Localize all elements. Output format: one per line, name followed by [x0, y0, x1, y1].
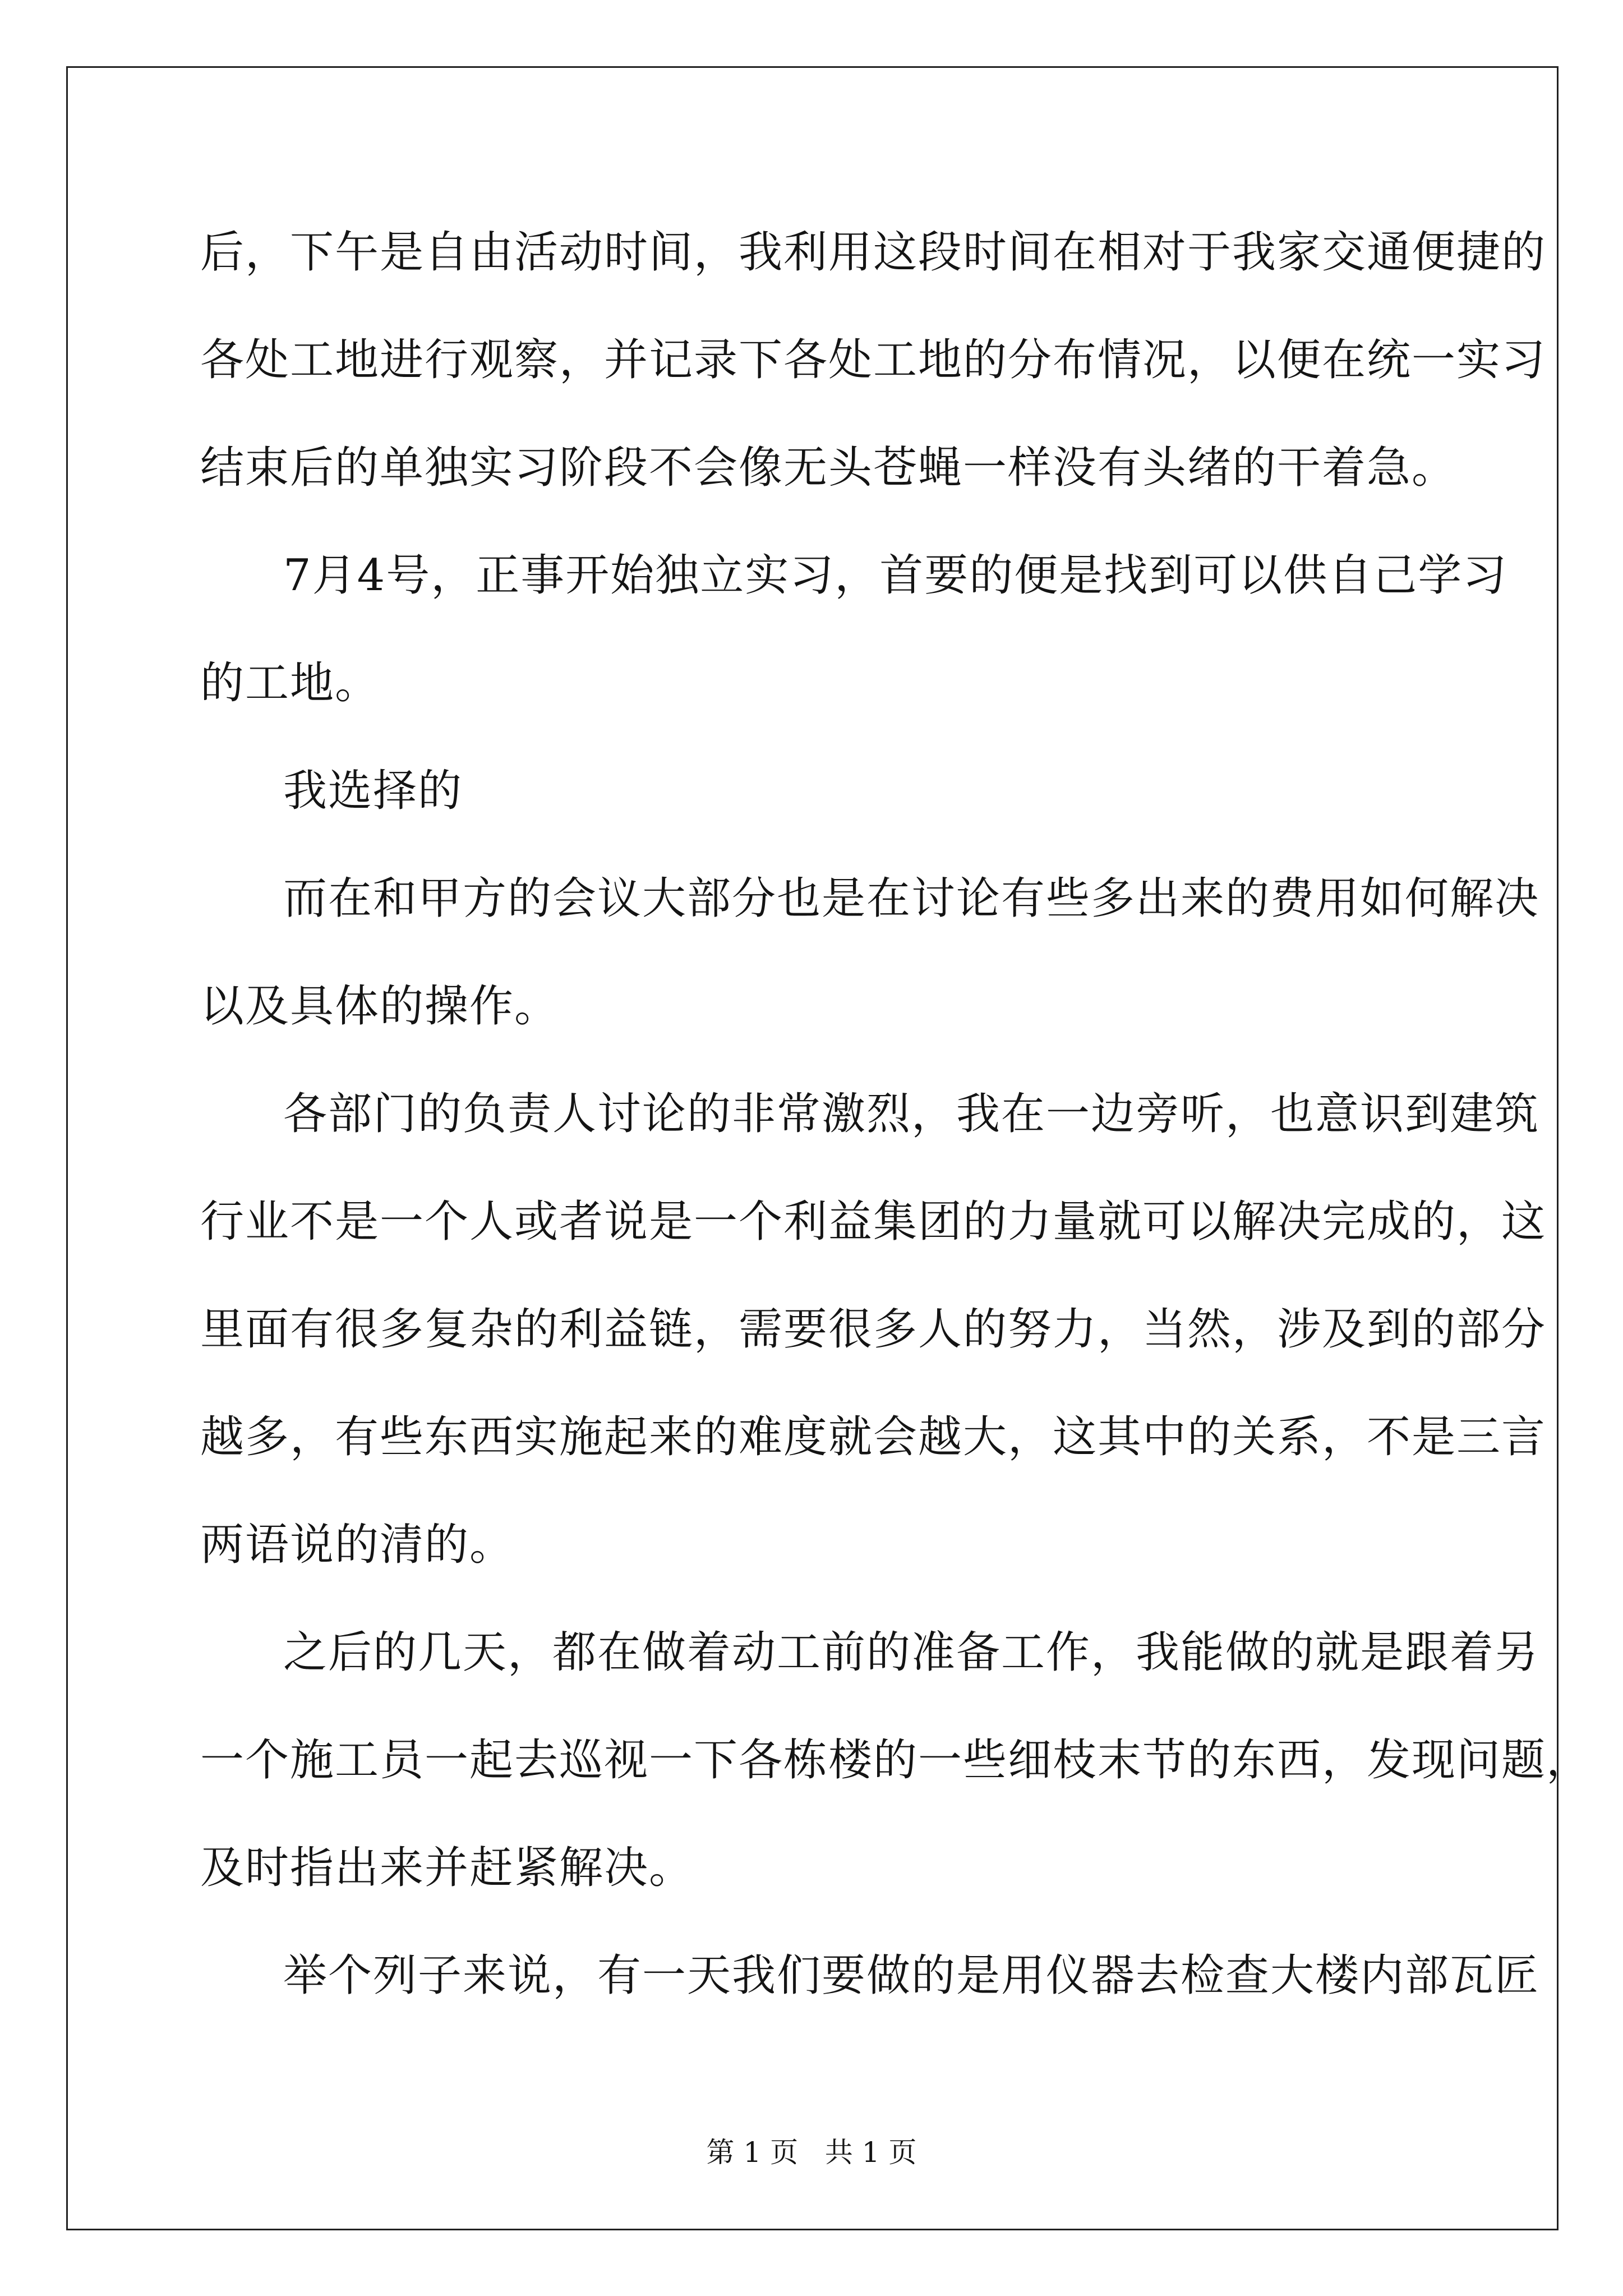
text-line: 以及具体的操作。 — [200, 981, 560, 1032]
text-line: 越多，有些东西实施起来的难度就会越大，这其中的关系，不是三言 — [200, 1412, 1547, 1462]
text-line: 举个列子来说，有一天我们要做的是用仪器去检查大楼内部瓦匠 — [283, 1950, 1540, 2001]
text-line: 我选择的 — [283, 766, 463, 816]
text-line: 行业不是一个人或者说是一个利益集团的力量就可以解决完成的，这 — [200, 1197, 1547, 1247]
page-number-footer: 第 1 页 共 1 页 — [706, 2136, 917, 2169]
text-line: 的工地。 — [200, 658, 380, 708]
text-line: 一个施工员一起去巡视一下各栋楼的一些细枝末节的东西，发现问题， — [200, 1735, 1592, 1786]
text-line: 两语说的清的。 — [200, 1520, 515, 1570]
text-line: 后，下午是自由活动时间，我利用这段时间在相对于我家交通便捷的 — [200, 227, 1547, 278]
text-line: 各部门的负责人讨论的非常激烈，我在一边旁听，也意识到建筑 — [283, 1089, 1540, 1139]
text-line: 之后的几天，都在做着动工前的准备工作，我能做的就是跟着另 — [283, 1627, 1540, 1678]
text-line: 里面有很多复杂的利益链，需要很多人的努力，当然，涉及到的部分 — [200, 1304, 1547, 1355]
text-line: 7月4号，正事开始独立实习，首要的便是找到可以供自己学习 — [283, 550, 1508, 601]
text-line: 结束后的单独实习阶段不会像无头苍蝇一样没有头绪的干着急。 — [200, 443, 1457, 493]
text-line: 各处工地进行观察，并记录下各处工地的分布情况，以便在统一实习 — [200, 335, 1547, 385]
text-line: 及时指出来并赶紧解决。 — [200, 1843, 694, 1893]
text-line: 而在和甲方的会议大部分也是在讨论有些多出来的费用如何解决 — [283, 873, 1540, 924]
